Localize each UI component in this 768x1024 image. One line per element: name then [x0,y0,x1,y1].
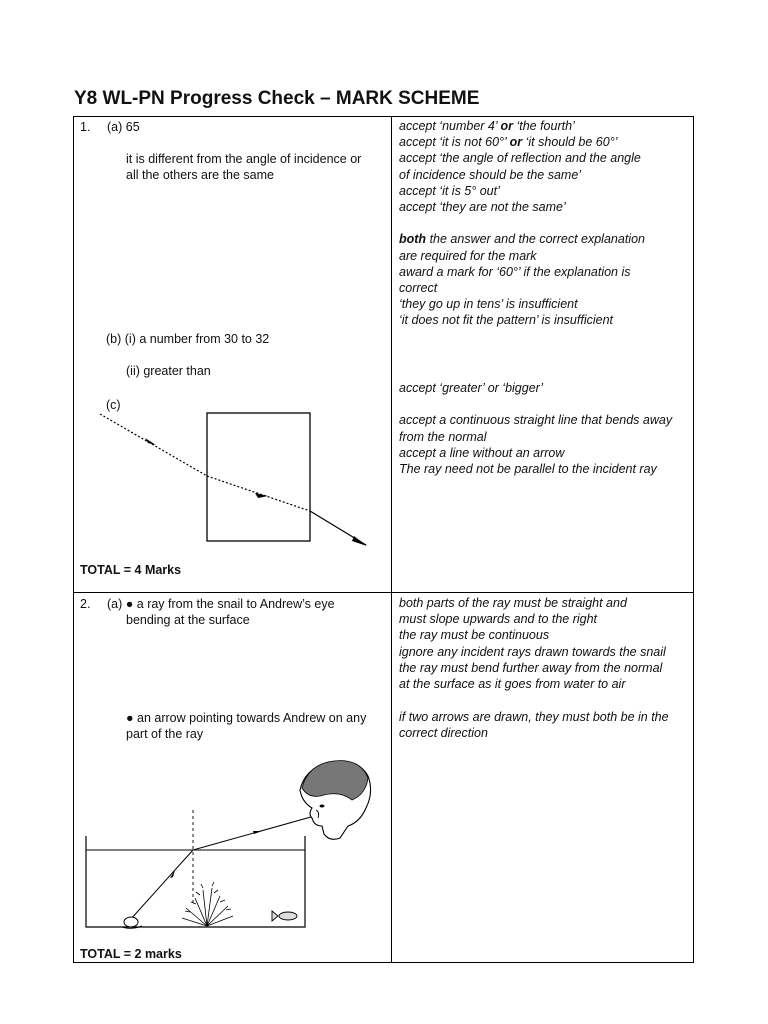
q2-number: 2. [80,597,91,611]
q1-guidance-l12: ‘it does not fit the pattern’ is insufficient [399,313,614,328]
q1-guidance-or1: or [500,119,513,133]
q1-a-reason-line2: all the others are the same [126,168,274,183]
q1-guidance-or2: or [509,135,523,150]
q1-guidance-l13: accept ‘greater’ or ‘bigger’ [399,381,544,395]
ray-in-water [130,850,193,920]
q2-a-point2-cont: part of the ray [126,727,204,741]
q2-guidance-l1: both parts of the ray must be straight and [399,596,627,610]
q1-a-reason-line1: it is different from the angle of incidence or [126,152,362,166]
q2-guidance-l5: the ray must bend further away from the normal [399,660,663,675]
q1-guidance-l4: of incidence should be the same’ [399,167,582,182]
q2-guidance-l6: at the surface as it goes from water to air [399,676,626,691]
q1-guidance-l7-bold: both [399,232,427,247]
q1-guidance-l2a: accept ‘it is not 60°’ [399,135,507,150]
q1-b-ii: (ii) greater than [126,364,211,378]
q1-guidance-l3: accept ‘the angle of reflection and the angle [399,151,641,166]
q1-number: 1. [80,120,91,134]
q2-a-point1-cont: bending at the surface [126,613,250,627]
page-title: Y8 WL-PN Progress Check – MARK SCHEME [74,88,480,109]
q1-guidance-l15: from the normal [399,429,487,444]
q2-a-line1: (a) ● a ray from the snail to Andrew’s eye [107,597,335,611]
q1-a-answer: (a) 65 [107,120,140,134]
fish-icon [272,911,297,921]
q2-total: TOTAL = 2 marks [80,947,182,961]
q1-guidance-l7: the answer and the correct explanation [429,232,645,247]
q1-guidance-l8: are required for the mark [399,248,537,263]
q1-guidance-l2b: ‘it should be 60°’ [525,135,618,150]
q1-guidance-l11: ‘they go up in tens’ is insufficient [399,297,578,312]
q2-guidance [399,595,666,692]
q1-b-i: (b) (i) a number from 30 to 32 [106,332,270,346]
q1-guidance-l14: accept a continuous straight line that bends away [399,413,673,428]
q1-guidance-l10: correct [399,280,438,295]
q1-total: TOTAL = 4 Marks [80,563,182,577]
q2-guidance-l2: must slope upwards and to the right [399,612,598,627]
observer-head-icon [300,761,371,840]
q1-guidance-l16: accept a line without an arrow [399,445,565,460]
q2-guidance-l8: correct direction [399,726,488,741]
q1-guidance-l5: accept ‘it is 5° out’ [399,183,500,198]
q2-guidance-l4: ignore any incident rays drawn towards the snail [399,644,666,659]
plant-icon [182,882,233,926]
q2-guidance-b [399,709,669,741]
q1-guidance-l9: award a mark for ‘60°’ if the explanation is [399,264,631,279]
q1-guidance-l1: accept ‘number 4’ [399,119,497,133]
q2-guidance-l3: the ray must be continuous [399,628,550,643]
q2-a-line3: ● an arrow pointing towards Andrew on any [126,711,367,725]
q1-c-label: (c) [106,398,121,412]
q1-guidance-l6: accept ‘they are not the same’ [399,199,566,214]
q2-guidance-l7: if two arrows are drawn, they must both be in the [399,710,669,724]
q1-guidance-l1-end: ‘the fourth’ [516,119,575,133]
q1-guidance-l17: The ray need not be parallel to the incident ray [399,461,657,476]
ray-air-arrow-icon [253,831,262,834]
